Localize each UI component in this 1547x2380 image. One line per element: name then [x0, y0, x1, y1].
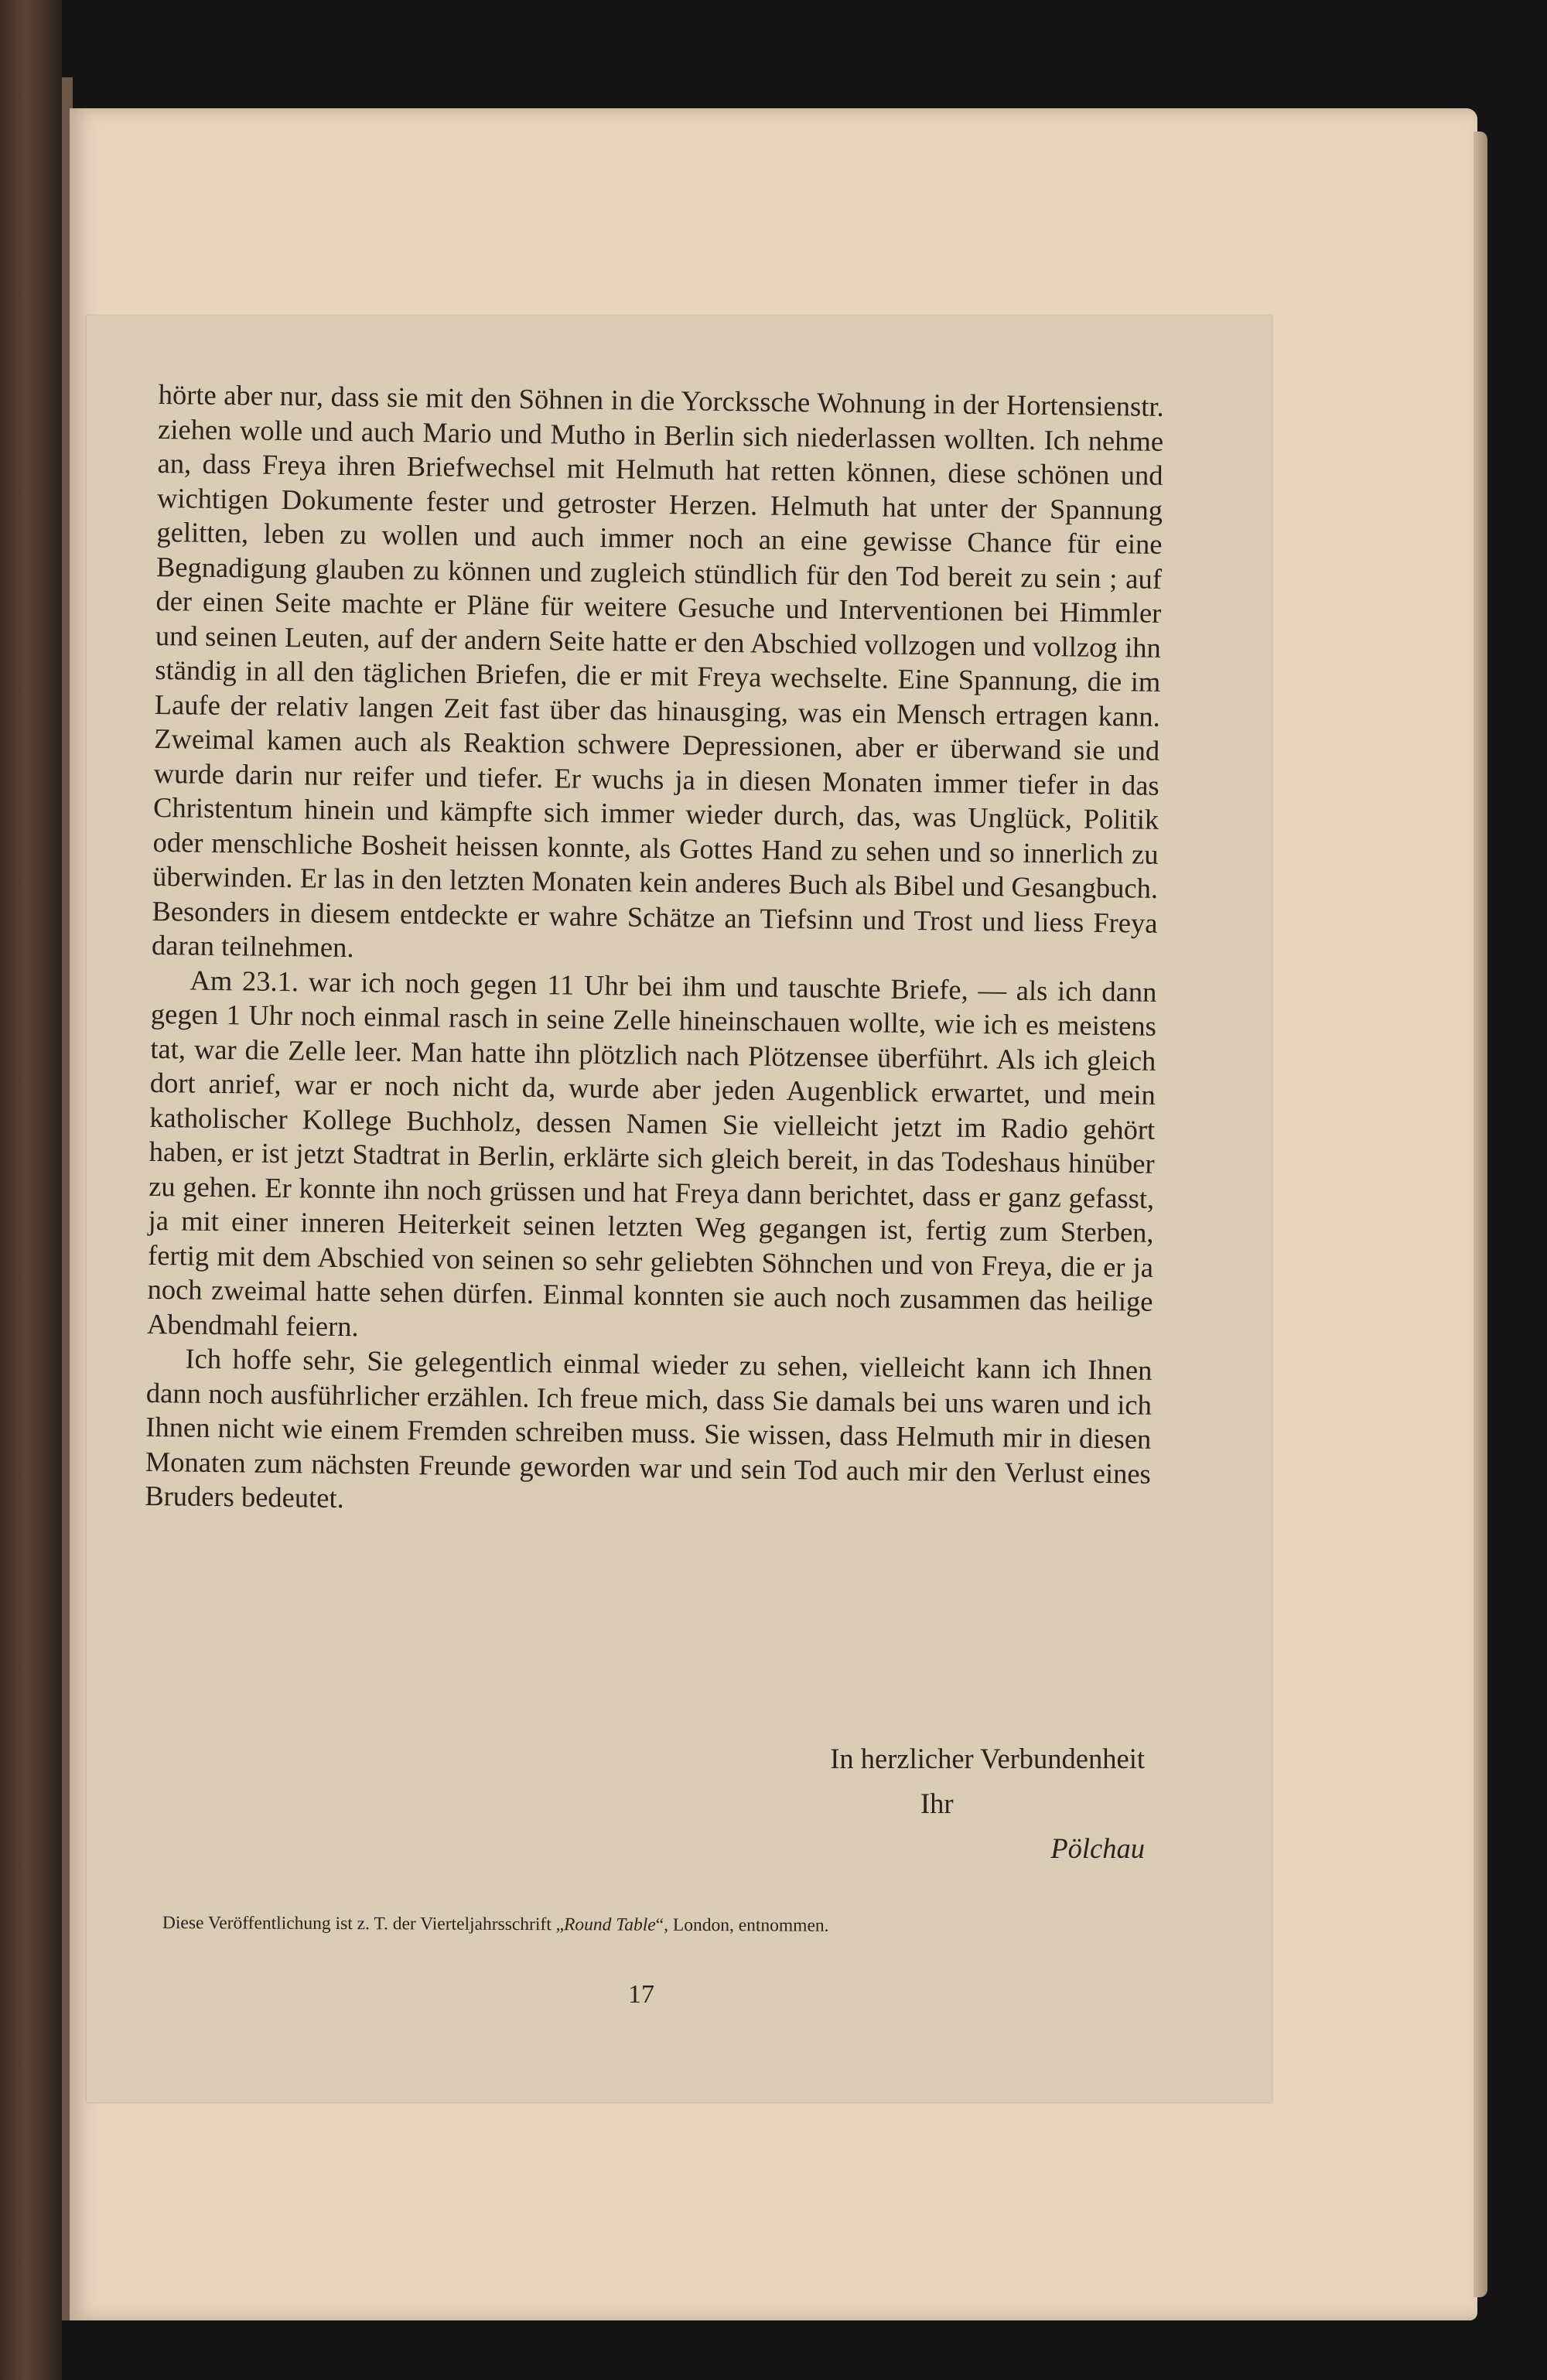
- letter-body: [145, 377, 1164, 1525]
- source-footnote: [162, 1913, 1183, 1938]
- footnote-after: “, London, entnommen.: [655, 1914, 829, 1936]
- paragraph-2: Am 23.1. war ich noch gegen 11 Uhr bei ihm und tauschte Briefe, — als ich dann gegen 1 Uhr noch einmal rasch in seine Zelle hineinschauen wollte, wie ich es meistens tat, war die Zelle leer. Man hatte ihn plötzlich nach Plötzensee überführt. Als ich gleich dort anrief, war er noch nicht da, wurde aber jeden Augenblick erwartet, und mein katholischer Kollege Buchholz, dessen Namen Sie vielleicht jetzt im Radio gehört haben, er ist jetzt Stadtrat in Berlin, erklärte sich gleich bereit, in das Todeshaus hinüber zu gehen. Er konnte ihn noch grüssen und hat Freya dann berichtet, dass er ganz gefasst, ja mit einer inneren Heiterkeit seinen letzten Weg gegangen ist, fertig zum Sterben, fertig mit dem Abschied von seinen so sehr geliebten Söhnchen und von Freya, die er ja noch zweimal hatte sehen dürfen. Einmal konnten sie auch noch zusammen das heilige Abendmahl feiern.: [146, 964, 1157, 1342]
- footnote-title: Round Table: [564, 1914, 656, 1935]
- book-spine: [0, 0, 62, 2380]
- footnote-before: Diese Veröffentlichung ist z. T. der Vierteljahrsschrift „: [162, 1913, 565, 1935]
- closing-pronoun: Ihr: [920, 1788, 954, 1819]
- closing-greeting: In herzlicher Verbundenheit: [830, 1743, 1145, 1774]
- letter-closing: [743, 1736, 1145, 1871]
- paragraph-3: Ich hoffe sehr, Sie gelegentlich einmal wieder zu sehen, vielleicht kann ich Ihnen dann noch ausführlicher erzählen. Ich freue mich, dass Sie damals bei uns waren und ich Ihnen nicht wie einem Fremden schreiben muss. Sie wissen, dass Helmuth mir in diesen Monaten zum nächsten Freunde geworden war und sein Tod auch mir den Verlust eines Bruders bedeutet.: [145, 1342, 1153, 1514]
- page-edge: [1474, 131, 1487, 2297]
- paragraph-1: hörte aber nur, dass sie mit den Söhnen in die Yorckssche Wohnung in der Hortensienstr. ziehen wolle und auch Mario und Mutho in Berlin sich niederlassen wollten. Ich nehme an, dass Freya ihren Briefwechsel mit Helmuth hat retten können, diese schönen und wichtigen Dokumente fester und getroster Herzen. Helmuth hat unter der Spannung gelitten, leben zu wollen und auch immer noch an eine gewisse Chance für eine Begnadigung glauben zu können und zugleich stündlich für den Tod bereit zu sein ; auf der einen Seite machte er Pläne für weitere Gesuche und Interventionen bei Himmler und seinen Leuten, auf der andern Seite hatte er den Abschied vollzogen und vollzog ihn ständig in all den täglichen Briefen, die er mit Freya wechselte. Eine Spannung, die im Laufe der relativ langen Zeit fast über das hinausging, was ein Mensch ertragen kann. Zweimal kamen auch als Reaktion schwere Depressionen, aber er überwand sie und wurde darin nur reifer und tiefer. Er wuchs ja in diesen Monaten immer tiefer in das Christentum hinein und kämpfte sich immer wieder durch, das, was Unglück, Politik oder menschliche Bosheit heissen konnte, als Gottes Hand zu sehen und so innerlich zu überwinden. Er las in den letzten Monaten kein anderes Buch als Bibel und Gesangbuch. Besonders in diesem entdeckte er wahre Schätze an Tiefsinn und Trost und liess Freya daran teilnehmen.: [151, 377, 1164, 964]
- page-number: 17: [628, 1980, 654, 2009]
- signature: Pölchau: [1050, 1832, 1145, 1864]
